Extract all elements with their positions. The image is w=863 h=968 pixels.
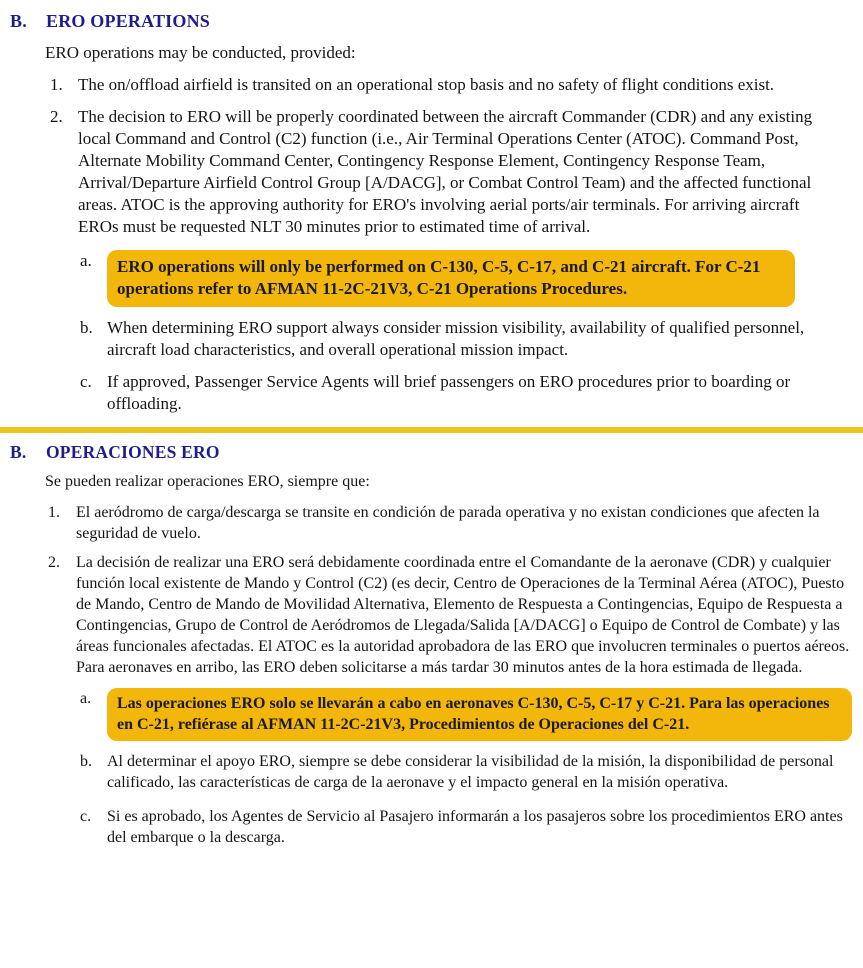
list-item-1 bbox=[48, 502, 863, 544]
list-item-2 bbox=[48, 552, 863, 678]
item-text: If approved, Passenger Service Agents will brief passengers on ERO procedures prior to boarding or offloading. bbox=[107, 372, 791, 413]
heading-letter: B. bbox=[10, 11, 27, 31]
item-marker: 2. bbox=[48, 554, 60, 571]
list-item-b bbox=[80, 317, 863, 361]
section-spanish bbox=[0, 441, 863, 848]
item-marker: 1. bbox=[50, 75, 63, 94]
list-item-a-highlighted bbox=[80, 250, 863, 307]
item-marker: 2. bbox=[50, 107, 63, 126]
list-item-a-highlighted bbox=[80, 688, 863, 741]
section-divider bbox=[0, 427, 863, 433]
section-english bbox=[0, 10, 863, 415]
item-marker: a. bbox=[80, 251, 92, 270]
intro-paragraph: ERO operations may be conducted, provided: bbox=[45, 43, 356, 62]
heading-title: ERO OPERATIONS bbox=[46, 11, 210, 31]
heading-letter: B. bbox=[10, 442, 27, 462]
item-text: The decision to ERO will be properly coordinated between the aircraft Commander (CDR) and any existing local Command and Control (C2) function (i.e., Air Terminal Operations Center (ATOC). Command Post, Alternate Mobility Command Center, Contingency Response Element, Contingency Response Team, Arrival/Departure Airfield Control Group [A/DACG], or Combat Control Team) and the affected functional areas. ATOC is the approving authority for ERO's involving aerial ports/air terminals. For arriving aircraft EROs must be requested NLT 30 minutes prior to estimated time of arrival. bbox=[78, 107, 813, 236]
item-text: El aeródromo de carga/descarga se transite en condición de parada operativa y no existan condiciones que afecten la seguridad de vuelo. bbox=[76, 504, 820, 542]
highlight-box: ERO operations will only be performed on C-130, C-5, C-17, and C-21 aircraft. For C-21 operations refer to AFMAN 11-2C-21V3, C-21 Operations Procedures. bbox=[107, 250, 795, 307]
item-text: Si es aprobado, los Agentes de Servicio al Pasajero informarán a los pasajeros sobre los procedimientos ERO antes del embarque o la descarga. bbox=[107, 808, 843, 846]
list-item-c bbox=[80, 806, 863, 848]
item-marker: b. bbox=[80, 753, 92, 770]
highlight-box: Las operaciones ERO solo se llevarán a cabo en aeronaves C-130, C-5, C-17 y C-21. Para las operaciones en C-21, refiérase al AFMAN 11-2C-21V3, Procedimientos de Operaciones del C-21. bbox=[107, 688, 852, 741]
section-heading-english bbox=[0, 10, 863, 32]
section-heading-spanish bbox=[0, 441, 863, 463]
item-marker: c. bbox=[80, 808, 92, 825]
item-marker: 1. bbox=[48, 504, 60, 521]
document-page bbox=[0, 10, 863, 968]
list-item-b bbox=[80, 751, 863, 793]
item-marker: a. bbox=[80, 690, 92, 707]
item-text: The on/offload airfield is transited on an operational stop basis and no safety of flight conditions exist. bbox=[78, 75, 775, 94]
item-marker: b. bbox=[80, 318, 93, 337]
item-text: La decisión de realizar una ERO será debidamente coordinada entre el Comandante de la aeronave (CDR) y cualquier función local existente de Mando y Control (C2) (es decir, Centro de Operaciones de la Terminal Aérea (ATOC), Puesto de Mando, Centro de Mando de Movilidad Alternativa, Elemento de Respuesta a Contingencias, Equipo de Respuesta a Contingencias, Grupo de Control de Aeródromos de Llegada/Salida [A/DACG] o Equipo de Control de Combate) y las áreas funcionales afectadas. El ATOC es la autoridad aprobadora de las ERO que involucren terminales o puertos aéreos. Para aeronaves en arribo, las ERO deben solicitarse a más tardar 30 minutos antes de la hora estimada de llegada. bbox=[76, 554, 850, 676]
list-item-1 bbox=[50, 74, 863, 96]
list-item-2 bbox=[50, 106, 863, 238]
item-marker: c. bbox=[80, 372, 92, 391]
heading-title: OPERACIONES ERO bbox=[46, 442, 220, 462]
list-item-c bbox=[80, 371, 863, 415]
item-text: Al determinar el apoyo ERO, siempre se debe considerar la visibilidad de la misión, la disponibilidad de personal calificado, las características de carga de la aeronave y el impacto general en la misión operativa. bbox=[107, 753, 834, 791]
item-text: When determining ERO support always consider mission visibility, availability of qualified personnel, aircraft load characteristics, and overall operational mission impact. bbox=[107, 318, 805, 359]
intro-paragraph: Se pueden realizar operaciones ERO, siempre que: bbox=[45, 473, 370, 490]
